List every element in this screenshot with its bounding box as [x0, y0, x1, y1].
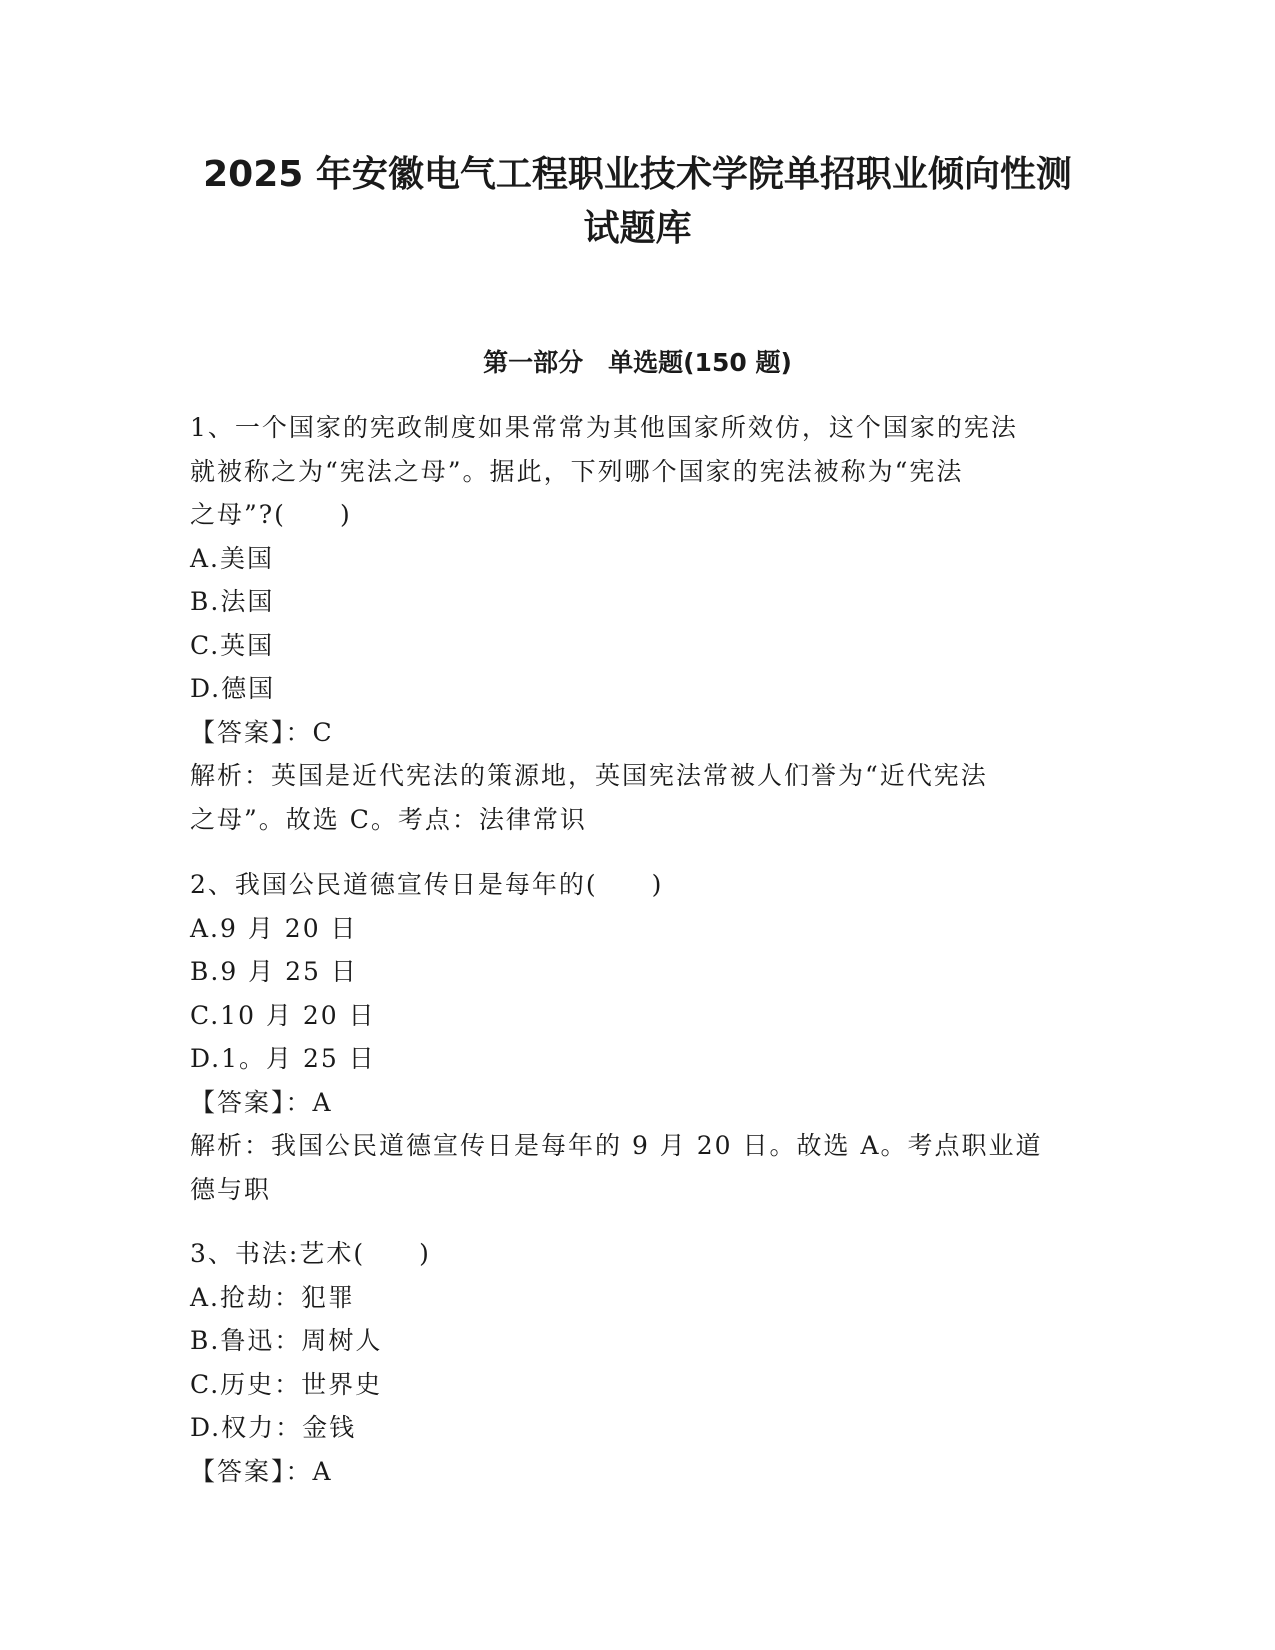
option-d: D.权力：金钱 [190, 1413, 357, 1442]
question-1 [190, 406, 1090, 841]
option-c: C.历史：世界史 [190, 1369, 383, 1399]
question-3 [190, 1232, 1090, 1493]
question-stem: 3、书法:艺术( ) [190, 1239, 431, 1268]
analysis-text: 之母”。故选 C。考点：法律常识 [190, 804, 587, 834]
question-stem: 2、我国公民道德宣传日是每年的( ) [190, 870, 664, 899]
question-stem: 之母”?( ) [190, 500, 352, 529]
option-d: D.德国 [190, 674, 276, 703]
option-c: C.英国 [190, 630, 275, 660]
answer-line: 【答案】：A [190, 1456, 333, 1486]
analysis-text: 解析：我国公民道德宣传日是每年的 9 月 20 日。故选 A。考点职业道 [190, 1131, 1043, 1160]
question-stem: 1、一个国家的宪政制度如果常常为其他国家所效仿，这个国家的宪法 [190, 413, 1018, 442]
answer-line: 【答案】：C [190, 717, 334, 747]
question-2 [190, 863, 1090, 1211]
analysis-text: 解析：英国是近代宪法的策源地，英国宪法常被人们誉为“近代宪法 [190, 761, 988, 790]
document-title [160, 148, 1115, 256]
option-a: A.9 月 20 日 [190, 913, 358, 943]
option-a: A.抢劫：犯罪 [190, 1282, 356, 1312]
option-d: D.1。月 25 日 [190, 1044, 376, 1073]
option-b: B.9 月 25 日 [190, 957, 358, 986]
analysis-text: 德与职 [190, 1174, 272, 1204]
option-c: C.10 月 20 日 [190, 1000, 376, 1030]
title-line-2: 试题库 [583, 208, 692, 249]
option-b: B.鲁迅：周树人 [190, 1326, 383, 1355]
title-line-1: 2025 年安徽电气工程职业技术学院单招职业倾向性测 [203, 154, 1072, 195]
option-b: B.法国 [190, 587, 275, 616]
question-stem: 就被称之为“宪法之母”。据此，下列哪个国家的宪法被称为“宪法 [190, 456, 964, 486]
option-a: A.美国 [190, 543, 275, 573]
section-title: 第一部分 单选题(150 题) [483, 348, 792, 377]
answer-line: 【答案】：A [190, 1087, 333, 1117]
